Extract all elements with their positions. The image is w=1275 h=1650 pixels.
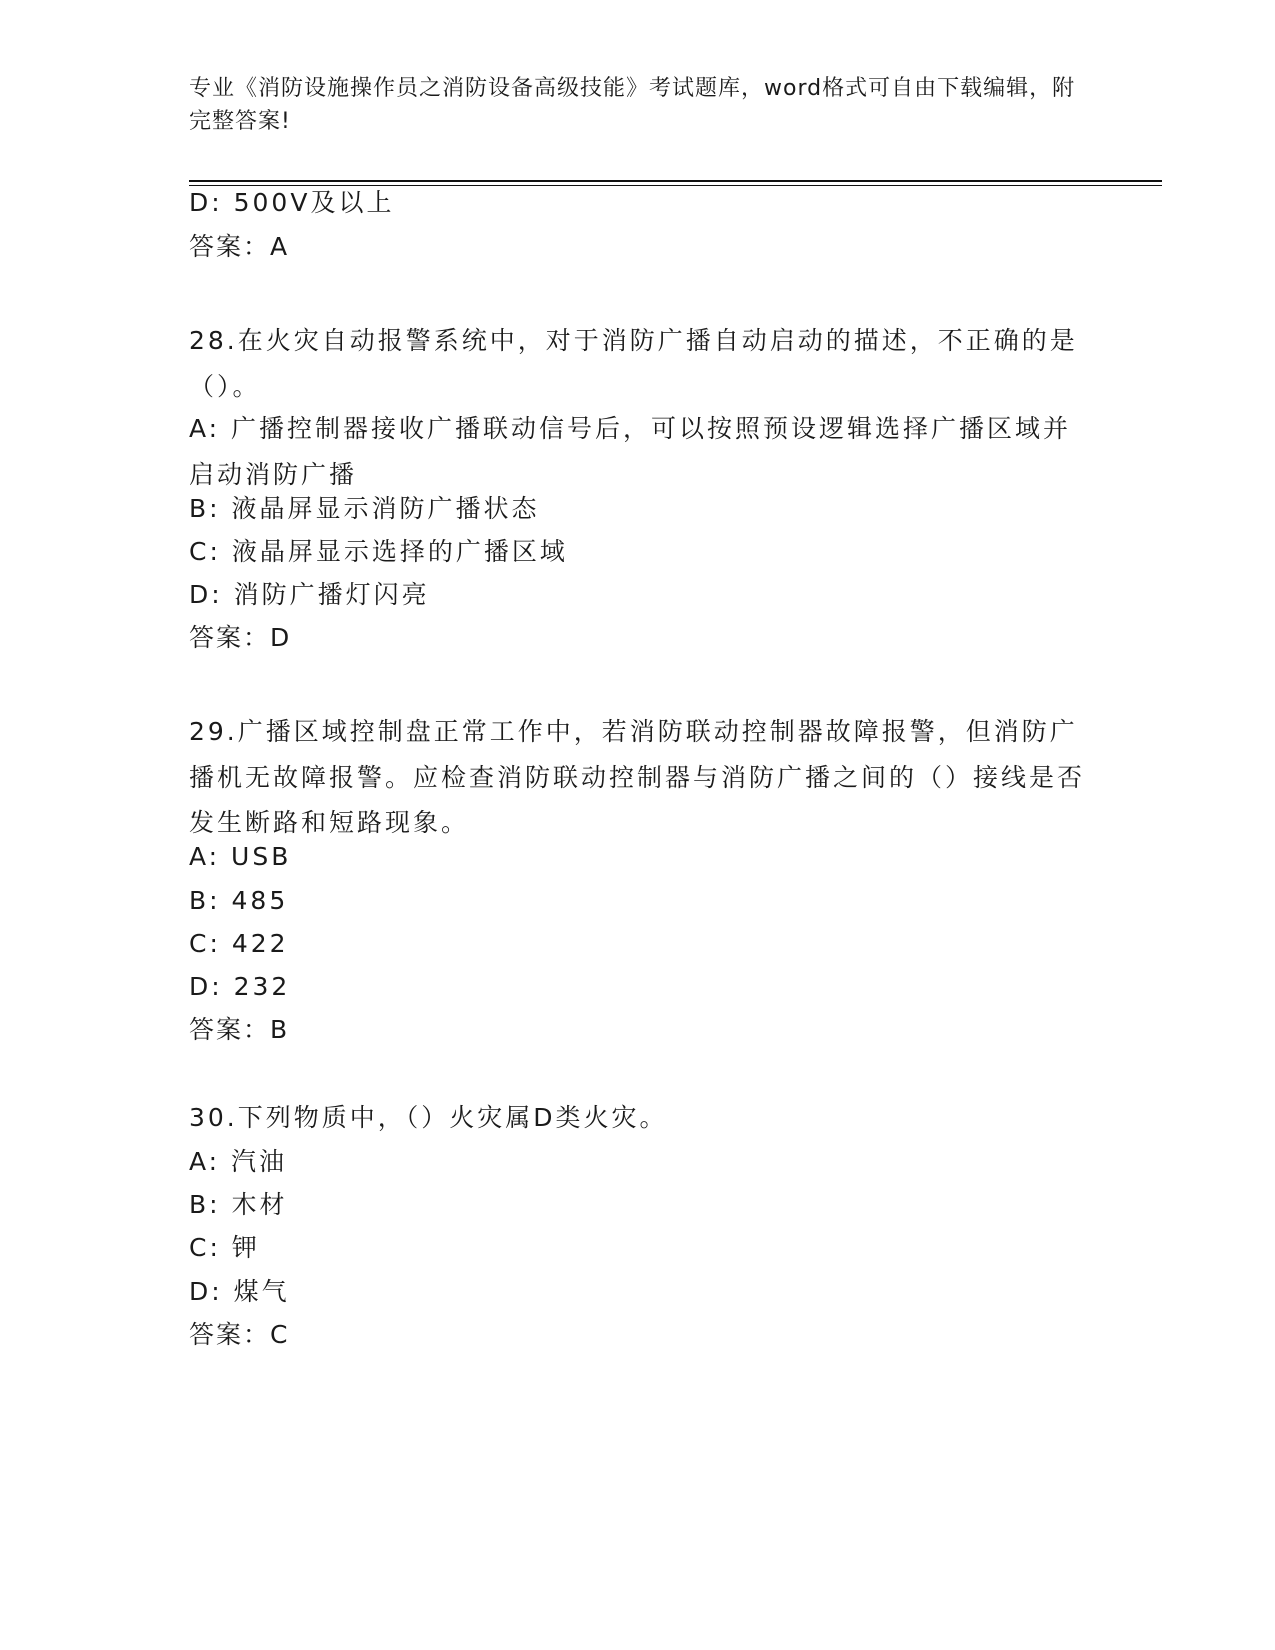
prev-answer: 答案：A	[189, 232, 290, 261]
q29-stem: 29.广播区域控制盘正常工作中，若消防联动控制器故障报警，但消防广播机无故障报警。应检查消防联动控制器与消防广播之间的（）接线是否发生断路和短路现象。	[189, 717, 1086, 837]
prev-option-d: D: 500V及以上	[189, 188, 395, 217]
q29-option-d: D: 232	[189, 972, 291, 1001]
q30-stem: 30.下列物质中，（）火灾属D类火灾。	[189, 1103, 668, 1132]
q28-stem: 28.在火灾自动报警系统中，对于消防广播自动启动的描述，不正确的是（）。	[189, 326, 1078, 401]
q29-option-a: A: USB	[189, 842, 292, 871]
page-header: 专业《消防设施操作员之消防设备高级技能》考试题库，word格式可自由下载编辑，附完整答案!	[189, 76, 1076, 134]
q29-option-c: C: 422	[189, 929, 289, 958]
header-divider-thick	[189, 180, 1162, 182]
q30-option-c: C: 钾	[189, 1233, 260, 1262]
q29-answer: 答案：B	[189, 1015, 290, 1044]
q30-option-a: A: 汽油	[189, 1147, 288, 1176]
q30-option-d: D: 煤气	[189, 1277, 290, 1306]
q28-answer: 答案：D	[189, 623, 292, 652]
q28-option-b: B: 液晶屏显示消防广播状态	[189, 494, 540, 523]
q30-answer: 答案：C	[189, 1320, 290, 1349]
q28-option-a: A: 广播控制器接收广播联动信号后，可以按照预设逻辑选择广播区域并启动消防广播	[189, 414, 1072, 489]
q30-option-b: B: 木材	[189, 1190, 288, 1219]
q28-option-c: C: 液晶屏显示选择的广播区域	[189, 537, 568, 566]
q28-option-d: D: 消防广播灯闪亮	[189, 580, 430, 609]
q29-option-b: B: 485	[189, 886, 289, 915]
